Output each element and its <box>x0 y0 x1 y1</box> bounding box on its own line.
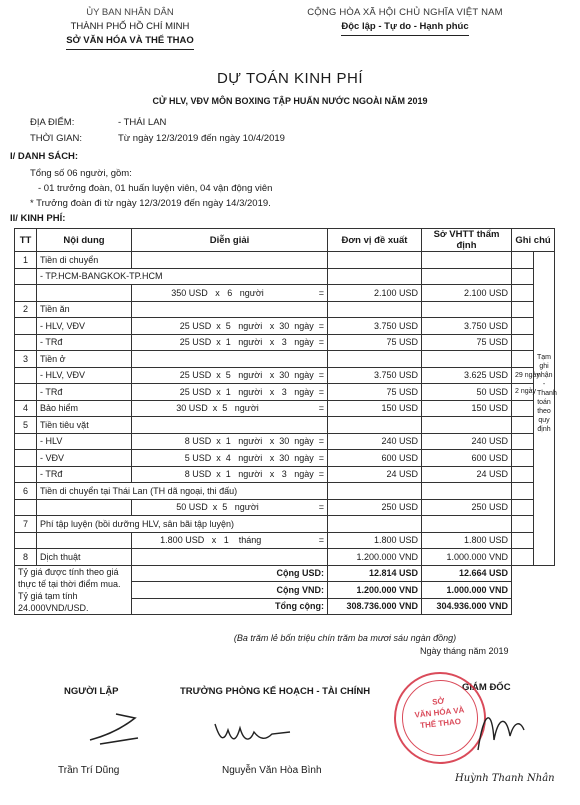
cell-note-days <box>512 450 534 467</box>
cell-calculation <box>132 301 328 318</box>
cell-proposed: 250 USD <box>328 499 422 516</box>
cell-tt <box>15 268 37 285</box>
cell-approved: 3.625 USD <box>422 367 512 384</box>
table-row <box>15 301 555 318</box>
cell-tt: 2 <box>15 301 37 318</box>
cell-tt: 1 <box>15 252 37 269</box>
cell-tt: 4 <box>15 400 37 417</box>
cell-approved: 24 USD <box>422 466 512 483</box>
total-label: Tổng cộng: <box>132 598 328 615</box>
cell-note-days <box>512 499 534 516</box>
cell-approved: 1.000.000 VND <box>422 549 512 566</box>
cell-tt <box>15 499 37 516</box>
cell-approved <box>422 516 512 533</box>
total-row <box>15 565 555 582</box>
cell-approved: 3.750 USD <box>422 318 512 335</box>
total-proposed: 308.736.000 VND <box>328 598 422 615</box>
cell-note-days <box>512 334 534 351</box>
total-approved: 12.664 USD <box>422 565 512 582</box>
cell-proposed: 3.750 USD <box>328 318 422 335</box>
total-empty <box>512 565 555 582</box>
cell-tt <box>15 367 37 384</box>
list-line-3: * Trưởng đoàn đi từ ngày 12/3/2019 đến ngày 14/3/2019. <box>30 198 271 209</box>
table-row <box>15 417 555 434</box>
issuing-organization <box>30 6 230 50</box>
cell-content: - HLV <box>37 433 132 450</box>
cell-content: Dịch thuật <box>37 549 132 566</box>
cell-content <box>37 499 132 516</box>
cell-note-days <box>512 351 534 368</box>
table-row <box>15 285 555 302</box>
cell-note-days <box>512 252 534 269</box>
planning-signature <box>210 716 300 748</box>
cell-content <box>37 285 132 302</box>
table-row <box>15 499 555 516</box>
cell-tt <box>15 384 37 401</box>
budget-heading: II/ KINH PHÍ: <box>10 213 66 224</box>
document-subtitle: CỬ HLV, VĐV MÔN BOXING TẬP HUẤN NƯỚC NGOÀI NĂM 2019 <box>152 96 428 106</box>
cell-approved: 250 USD <box>422 499 512 516</box>
total-empty <box>512 598 555 615</box>
location-value: - THÁI LAN <box>118 117 167 128</box>
cell-content: Tiền ở <box>37 351 132 368</box>
cell-tt: 3 <box>15 351 37 368</box>
cell-calculation: 30 USD x 5 người = <box>132 400 328 417</box>
table-row <box>15 516 555 533</box>
cell-proposed <box>328 268 422 285</box>
table-row <box>15 252 555 269</box>
cell-proposed: 24 USD <box>328 466 422 483</box>
cell-calculation: 1.800 USD x 1 tháng = <box>132 532 328 549</box>
cell-note-days <box>512 285 534 302</box>
director-name: Huỳnh Thanh Nhân <box>455 773 555 784</box>
republic-name: CỘNG HÒA XÃ HỘI CHỦ NGHĨA VIỆT NAM <box>307 7 503 18</box>
table-row <box>15 268 555 285</box>
cell-proposed: 75 USD <box>328 334 422 351</box>
table-row <box>15 433 555 450</box>
cell-approved <box>422 351 512 368</box>
cell-content: - TRđ <box>37 384 132 401</box>
cell-approved: 240 USD <box>422 433 512 450</box>
cell-note-days <box>512 549 534 566</box>
cell-content: - HLV, VĐV <box>37 318 132 335</box>
cell-proposed <box>328 351 422 368</box>
cell-content: Phí tập luyện (bồi dưỡng HLV, sân bãi tập luyện) <box>37 516 328 533</box>
table-row <box>15 318 555 335</box>
list-heading: I/ DANH SÁCH: <box>10 151 79 162</box>
document-title: DỰ TOÁN KINH PHÍ <box>216 70 364 87</box>
cell-note-days: 29 ngày <box>512 367 534 384</box>
cell-calculation: 25 USD x 1 người x 3 ngày = <box>132 384 328 401</box>
col-header-approved: Sở VHTT thẩm định <box>422 229 512 252</box>
table-header-row <box>15 229 555 252</box>
cell-content: - TRđ <box>37 334 132 351</box>
cell-content: - TRđ <box>37 466 132 483</box>
cell-note-days <box>512 532 534 549</box>
cell-tt <box>15 466 37 483</box>
stamp-line-3: THỂ THAO <box>419 716 462 731</box>
col-header-content: Nội dung <box>37 229 132 252</box>
cell-calculation: 25 USD x 1 người x 3 ngày = <box>132 334 328 351</box>
table-row <box>15 532 555 549</box>
total-label: Cộng VND: <box>132 582 328 599</box>
cell-proposed <box>328 516 422 533</box>
national-motto: Độc lập - Tự do - Hạnh phúc <box>341 20 468 36</box>
col-header-proposed: Đơn vị đề xuất <box>328 229 422 252</box>
cell-tt <box>15 318 37 335</box>
cell-proposed: 3.750 USD <box>328 367 422 384</box>
cell-proposed <box>328 417 422 434</box>
cell-approved: 150 USD <box>422 400 512 417</box>
cell-content: Bảo hiểm <box>37 400 132 417</box>
cell-note-days <box>512 483 534 500</box>
cell-tt <box>15 285 37 302</box>
table-row <box>15 483 555 500</box>
org-line-2: THÀNH PHỐ HỒ CHÍ MINH <box>70 21 190 32</box>
cell-tt: 7 <box>15 516 37 533</box>
total-empty <box>512 582 555 599</box>
cell-tt: 5 <box>15 417 37 434</box>
col-header-tt: TT <box>15 229 37 252</box>
cell-calculation: 350 USD x 6 người = <box>132 285 328 302</box>
national-header <box>290 6 520 36</box>
amount-in-words: (Ba trăm lẻ bốn triệu chín trăm ba mươi sáu ngàn đồng) <box>233 633 457 643</box>
budget-table <box>14 228 555 615</box>
cell-approved: 600 USD <box>422 450 512 467</box>
planning-title: TRƯỞNG PHÒNG KẾ HOẠCH - TÀI CHÍNH <box>180 686 371 697</box>
cell-proposed: 240 USD <box>328 433 422 450</box>
cell-note-days <box>512 466 534 483</box>
time-value: Từ ngày 12/3/2019 đến ngày 10/4/2019 <box>118 133 285 144</box>
cell-approved: 2.100 USD <box>422 285 512 302</box>
list-line-2: - 01 trưởng đoàn, 01 huấn luyện viên, 04 vận động viên <box>38 183 273 194</box>
list-line-1: Tổng số 06 người, gồm: <box>30 168 132 179</box>
table-row <box>15 466 555 483</box>
cell-calculation <box>132 417 328 434</box>
cell-content: Tiền di chuyển <box>37 252 132 269</box>
cell-proposed <box>328 483 422 500</box>
org-line-3: SỞ VĂN HÓA VÀ THỂ THAO <box>66 34 194 50</box>
cell-calculation <box>132 252 328 269</box>
cell-calculation: 25 USD x 5 người x 30 ngày = <box>132 367 328 384</box>
cell-proposed: 1.800 USD <box>328 532 422 549</box>
total-label: Cộng USD: <box>132 565 328 582</box>
cell-calculation <box>132 351 328 368</box>
location-label: ĐỊA ĐIỂM: <box>30 117 75 128</box>
cell-approved <box>422 252 512 269</box>
cell-content: - HLV, VĐV <box>37 367 132 384</box>
total-proposed: 1.200.000 VND <box>328 582 422 599</box>
cell-proposed: 75 USD <box>328 384 422 401</box>
table-row <box>15 351 555 368</box>
cell-note-days <box>512 268 534 285</box>
cell-calculation: 50 USD x 5 người = <box>132 499 328 516</box>
planning-name: Nguyễn Văn Hòa Bình <box>222 765 322 776</box>
cell-proposed: 2.100 USD <box>328 285 422 302</box>
table-row <box>15 400 555 417</box>
table-row <box>15 367 555 384</box>
cell-tt <box>15 450 37 467</box>
table-row <box>15 450 555 467</box>
director-signature <box>470 700 530 760</box>
cell-content: - VĐV <box>37 450 132 467</box>
cell-calculation: 8 USD x 1 người x 30 ngày = <box>132 433 328 450</box>
total-proposed: 12.814 USD <box>328 565 422 582</box>
col-header-calc: Diễn giải <box>132 229 328 252</box>
cell-approved: 50 USD <box>422 384 512 401</box>
time-label: THỜI GIAN: <box>30 133 82 144</box>
cell-note-days <box>512 516 534 533</box>
cell-tt <box>15 334 37 351</box>
temp-record-note: Tạm ghi nhận - Thanh toán theo quy định <box>537 353 557 433</box>
table-row <box>15 384 555 401</box>
preparer-name: Trần Trí Dũng <box>58 765 120 776</box>
cell-proposed <box>328 252 422 269</box>
cell-approved <box>422 268 512 285</box>
cell-content <box>37 532 132 549</box>
cell-proposed: 150 USD <box>328 400 422 417</box>
cell-approved <box>422 301 512 318</box>
cell-calculation: 25 USD x 5 người x 30 ngày = <box>132 318 328 335</box>
stamp-line-2: VĂN HÓA VÀ <box>414 705 465 720</box>
preparer-title: NGƯỜI LẬP <box>64 686 119 697</box>
col-header-notes: Ghi chú <box>512 229 555 252</box>
cell-note-days <box>512 400 534 417</box>
total-approved: 1.000.000 VND <box>422 582 512 599</box>
cell-tt <box>15 532 37 549</box>
cell-calculation: 5 USD x 4 người x 30 ngày = <box>132 450 328 467</box>
cell-note-days <box>512 318 534 335</box>
stamp-line-1: SỞ <box>431 696 445 707</box>
cell-note-days <box>512 301 534 318</box>
cell-approved <box>422 417 512 434</box>
cell-approved: 75 USD <box>422 334 512 351</box>
cell-tt: 8 <box>15 549 37 566</box>
preparer-signature <box>80 700 150 750</box>
cell-calculation <box>132 549 328 566</box>
cell-tt <box>15 433 37 450</box>
cell-content: Tiền tiêu vặt <box>37 417 132 434</box>
cell-content: - TP.HCM-BANGKOK-TP.HCM <box>37 268 328 285</box>
exchange-rate-note: Tỷ giá được tính theo giá thực tế tại thời điểm mua. Tỷ giá tạm tính 24.000VND/USD. <box>15 565 132 615</box>
cell-note-days <box>512 433 534 450</box>
cell-proposed: 1.200.000 VND <box>328 549 422 566</box>
cell-tt: 6 <box>15 483 37 500</box>
cell-content: Tiền ăn <box>37 301 132 318</box>
org-line-1: ỦY BAN NHÂN DÂN <box>86 7 174 18</box>
table-row <box>15 334 555 351</box>
director-title: GIÁM ĐỐC <box>462 682 511 693</box>
cell-content: Tiền di chuyển tại Thái Lan (TH dã ngoại, thi đấu) <box>37 483 328 500</box>
cell-calculation: 8 USD x 1 người x 3 ngày = <box>132 466 328 483</box>
cell-proposed <box>328 301 422 318</box>
signing-date: Ngày tháng năm 2019 <box>420 646 509 656</box>
cell-approved: 1.800 USD <box>422 532 512 549</box>
cell-note-days: 2 ngày <box>512 384 534 401</box>
table-row <box>15 549 555 566</box>
cell-note-remark <box>534 252 555 566</box>
cell-note-days <box>512 417 534 434</box>
total-approved: 304.936.000 VND <box>422 598 512 615</box>
cell-approved <box>422 483 512 500</box>
cell-proposed: 600 USD <box>328 450 422 467</box>
